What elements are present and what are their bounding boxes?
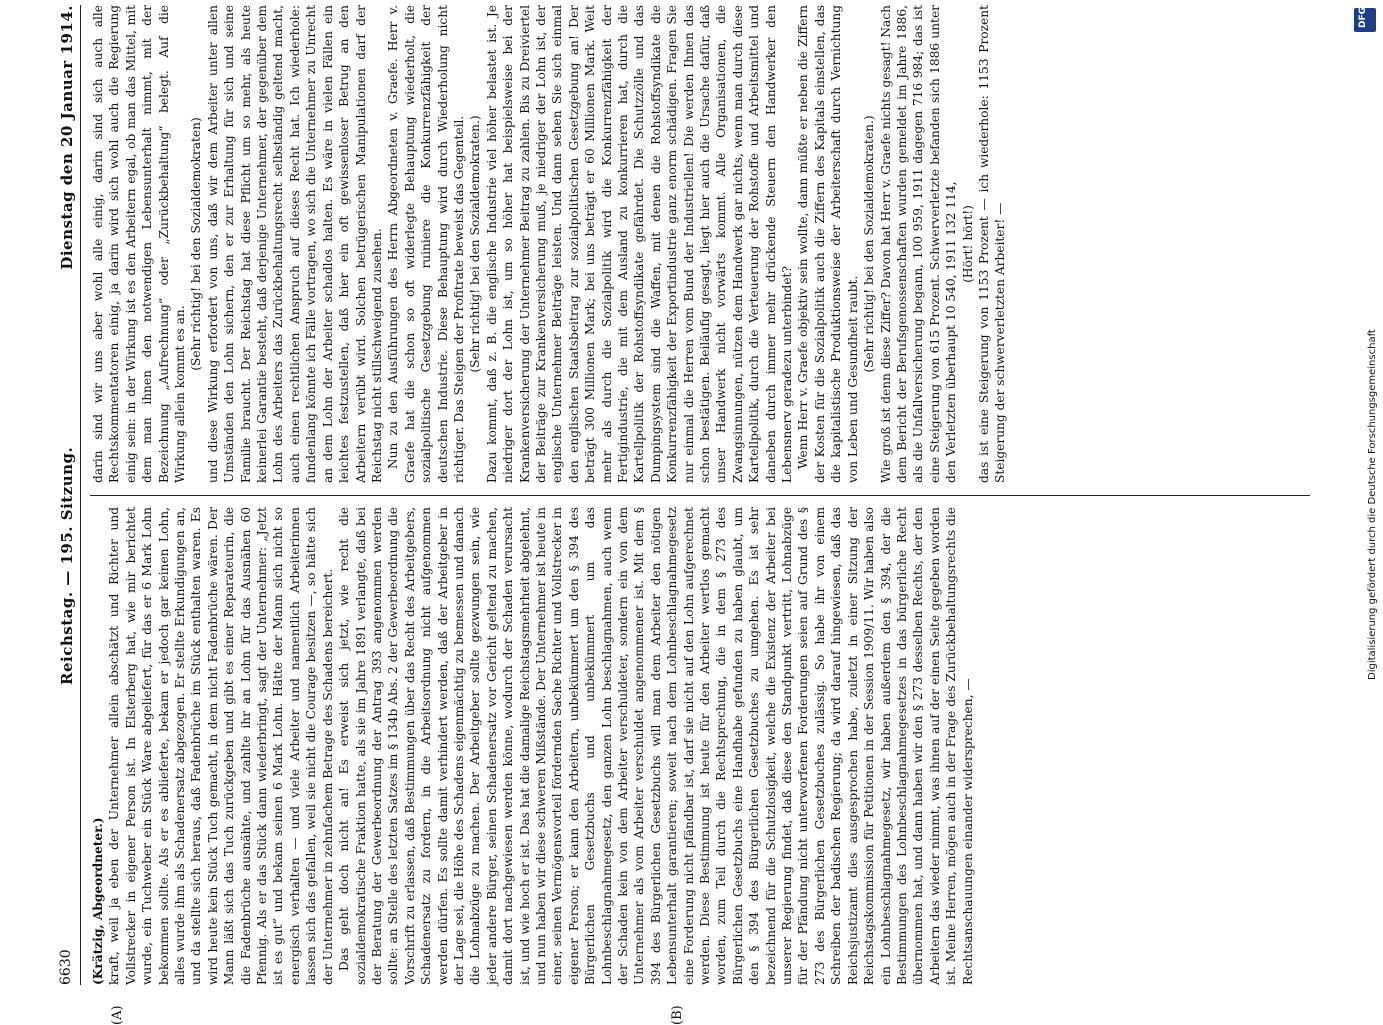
speaker-line: (Krätzig, Abgeordneter.) [91, 817, 105, 985]
paragraph: Das geht doch nicht an! Es erweist sich jetzt, wie recht die sozialdemokratische Fraktion hatte, als sie im Jahre 1891 verlangte, daß bei der Beratung der Gewerbeordnung der Antrag 393 angenommen werden sollte: an Stelle des letzten Satzes im § 134b Abs. 2 der Gewerbeordnung die Vorschrift zu erlassen, daß Bestimmungen über das Recht des Arbeitgebers, Schadenersatz zu fordern, in die Arbeitsordnung nicht aufgenommen werden dürfen. Es sollte damit verhindert werden, daß der Arbeitgeber in der Lage sei, die Höhe des Schadens eigenmächtig zu bemessen und danach die Lohnabzüge zu machen. Der Arbeitgeber sollte gezwungen sein, wie jeder andere Bürger, seinen Schadenersatz vor Gericht geltend zu machen, damit dort nachgewiesen werden könne, wodurch der Schaden verursacht ist, und wie hoch er ist. Das hat die damalige Reichstagsmehrheit abgelehnt, und nun haben wir diese schweren Mißstände. Der Unternehmer ist heute in einer, seinen Vermögensvorteil fördernden Sache Richter und Vollstrecker in eigener Person; er kann den Arbeitern, unbekümmert um den § 394 des Bürgerlichen Gesetzbuchs und unbekümmert um das Lohnbeschlagnahmegesetz, den ganzen Lohn beschlagnahmen, auch wenn der Schaden kein von dem Arbeiter verschuldeter, sondern ein von dem Unternehmer als vom Arbeiter verschuldet angenommener ist. Mit dem § 394 des Bürgerlichen Gesetzbuchs will man dem Arbeiter den nötigen Lebensunterhalt garantieren; soweit nach dem Lohnbeschlagnahmegesetz eine Forderung nicht pfändbar ist, darf sie nicht auf den Lohn aufgerechnet werden. Diese Bestimmung ist heute für den Arbeiter wertlos gemacht worden, zum Teil durch die Rechtsprechung, die in dem § 273 des Bürgerlichen Gesetzbuchs eine Handhabe gefunden zu haben glaubt, um den § 394 des Bürgerlichen Gesetzbuches zu umgehen. Es ist sehr bezeichnend für die Schutzlosigkeit, welche die Existenz der Arbeiter bei unserer Regierung findet, daß diese den Standpunkt vertritt, Lohnabzüge für der Pfändung nicht unterworfenen Forderungen seien auf Grund des § 273 des Bürgerlichen Gesetzbuches zulässig. So habe ihr von einem Schreiben der badischen Regierung; da wird darauf hingewiesen, daß das Reichsjustizamt dies ausgesprochen habe, zuletzt in einer Sitzung der Reichstagskommission für Petitionen in der Session 1909/11. Wir haben also ein Lohnbeschlagnahmegesetz, wir haben außerdem den § 394, der die Bestimmungen des Lohnbeschlagnahmegesetzes in das bürgerliche Recht übernommen hat, und dann haben wir den § 273 desselben Rechts, der den Arbeitern das wieder nimmt, was ihnen auf der einen Seite gegeben worden ist. Meine Herren, mögen auch in der Frage des Zurückbehaltungsrechts die Rechtsanschauungen einander widersprechen, — [337, 507, 975, 985]
rotated-document-page [50, 5, 1320, 1025]
paragraph: kraft, weil ja eben der Unternehmer allein abschätzt und Richter und Vollstrecker in eigener Person ist. In Elsterberg hat, wie mir berichtet wurde, ein Tuchweber ein Stück Ware abgeliefert, für das er 6 Mark Lohn bekommen sollte. Als er es ablieferte, bekam er jedoch gar keinen Lohn, alles wurde ihm als Schadenersatz abgezogen. Er stellte Erkundigungen an, und da stellte sich heraus, daß Fadenbrüche im Stück enthalten waren. Es wird heute kein Stück Tuch gemacht, in dem nicht Fadenbrüche wären. Der Mann läßt sich das Tuch zurückgeben und gibt es einer Reparateurin, die die Fadenbrüche ausnähte, und zahlte ihr an Lohn für das Ausnähen 60 Pfennig. Als er das Stück dann wiederbringt, sagt der Unternehmer: „Jetzt ist es gut“ und bekam seinen 6 Mark Lohn. Hätte der Mann sich nicht so energisch verhalten — und viele Arbeiter und namentlich Arbeiterinnen lassen sich das gefallen, weil sie nicht die Courage besitzen —, so hätte sich der Unternehmer in zehnfachem Betrage des Schadens bereichert. [107, 507, 335, 985]
dfg-logo [1354, 8, 1376, 32]
digitization-note-text: Digitalisierung gefördert durch die Deutsche Forschungsgemeinschaft [1367, 329, 1378, 680]
paragraph: Wenn Herr v. Graefe objektiv sein wollte, dann müßte er neben die Ziffern der Kosten für die Sozialpolitik auch die Ziffern des Kapitals einstellen, das die kapitalistische Produktionsweise der Arbeiterschaft durch Vernichtung von Leben und Gesundheit raubt. [796, 5, 860, 483]
dfg-logo-text: DFG [1358, 6, 1368, 28]
paragraph: Dazu kommt, daß z. B. die englische Industrie viel höher belastet ist. Je niedriger dort der Lohn ist, um so höher hat beispielsweise bei der Krankenversicherung der Unternehmer Beitrag zu zahlen. Bis zu Dreiviertel der Beiträge zur Krankenversicherung muß, je niedriger der Lohn ist, der englische Unternehmer Beiträge leisten. Und dann sehen Sie sich einmal den englischen Staatsbeitrag zur sozialpolitischen Gesetzgebung an! Der beträgt 300 Millionen Mark; bei uns beträgt er 60 Millionen Mark. Weit mehr als durch die Sozialpolitik wird die Konkurrenzfähigkeit der Fertigindustrie, die mit dem Ausland zu konkurrieren hat, durch die Kartellpolitik der Rohstoffsyndikate gefährdet. Die Schutzzölle und das Dumpingsystem sind die Waffen, mit denen die Rohstoffsyndikate die Konkurrenzfähigkeit der Exportindustrie ganz enorm schädigen. Fragen Sie nur einmal die Herren vom Bund der Industriellen! Die werden Ihnen das schon bestätigen. Beiläufig gesagt, liegt hier auch die Ursache dafür, daß unser Handwerk nicht vorwärts kommt. Alle Organisationen, die Zwangsinnungen, nützen dem Handwerk gar nichts, wenn man durch diese Kartellpolitik, durch die Verteuerung der Rohstoffe und Arbeitsmittel und daneben durch immer mehr drückende Steuern den Handwerker den Lebensnerv geradezu unterbindet? [484, 5, 795, 483]
left-text-column [90, 507, 976, 985]
margin-marker-a: (A) [110, 1005, 125, 1025]
paragraph: und diese Wirkung erfordert von uns, daß wir dem Arbeiter unter allen Umständen den Lohn sichern, den er zur Erhaltung für sich und seine Familie braucht. Der Reichstag hat diese Pflicht um so mehr, als heute keinerlei Garantie besteht, daß derjenige Unternehmer, der gegenüber dem Lohn des Arbeiters das Zurückbehaltungsrecht selbständig geltend macht, auch einen rechtlichen Anspruch auf dieses Recht hat. Ich wiederhole: fundenlang könnte ich Fälle vortragen, wo sich die Unternehmer zu Unrecht an dem Lohn der Arbeiter schadlos halten. Es wäre in vielen Fällen ein leichtes festzustellen, daß hier ein oft gewissenloser Betrug an den Arbeitern verübt wird. Solchen betrügerischen Manipulationen darf der Reichstag nicht stillschweigend zusehen. [205, 5, 384, 483]
right-text-column [90, 5, 1009, 483]
digitization-note [1353, 40, 1378, 680]
paragraph: darin sind wir uns aber wohl alle einig, darin sind sich auch alle Rechtskommentatoren einig, ja darin wird sich wohl auch die Regierung einig sein: in der Wirkung ist es den Arbeitern egal, ob man das Mittel, mit dem man ihnen den notwendigen Lebensunterhalt nimmt, mit der Bezeichnung „Aufrechnung“ oder „Zurückbehaltung“ belegt. Auf die Wirkung allein kommt es an. [91, 5, 188, 483]
interjection: (Hört! hört!) [960, 205, 975, 283]
paragraph: Wie groß ist denn diese Ziffer? Davon hat Herr v. Graefe nichts gesagt! Nach dem Bericht der Berufsgenossenschaften wurden gemeldet im Jahre 1886, als die Unfallversicherung begann, 100 959, 1911 dagegen 716 984; das ist eine Steigerung von 615 Prozent. Schwerverletzte befanden sich 1886 unter den Verletzten überhaupt 10 540, 1911 132 114, [878, 5, 959, 483]
margin-marker-b: (B) [670, 1005, 685, 1025]
interjection: (Sehr richtig! bei den Sozialdemokraten) [189, 117, 204, 371]
header-right-title: Dienstag den 20 Januar 1914. [58, 5, 76, 270]
header-left-title: Reichstag. — 195. Sitzung. [58, 446, 76, 685]
page-number: 6630 [58, 949, 74, 985]
interjection: (Sehr richtig! bei den Sozialdemokraten.) [468, 115, 483, 373]
column-divider [90, 495, 1310, 496]
header-rule [80, 5, 81, 985]
page-header [50, 5, 80, 985]
paragraph: das ist eine Steigerung von 1153 Prozent — ich wiederhole: 1153 Prozent Steigerung der schwerverletzten Arbeiter! — [976, 5, 1008, 483]
paragraph: Nun zu den Ausführungen des Herrn Abgeordneten v. Graefe. Herr v. Graefe hat die schon so oft widerlegte Behauptung wiederholt, die sozialpolitische Gesetzgebung ruiniere die Konkurrenzfähigkeit der deutschen Industrie. Diese Behauptung wird durch Wiederholung nicht richtiger. Das Steigen der Profitrate beweist das Gegenteil. [386, 5, 466, 483]
interjection: (Sehr richtig! bei den Sozialdemokraten.) [862, 115, 877, 373]
